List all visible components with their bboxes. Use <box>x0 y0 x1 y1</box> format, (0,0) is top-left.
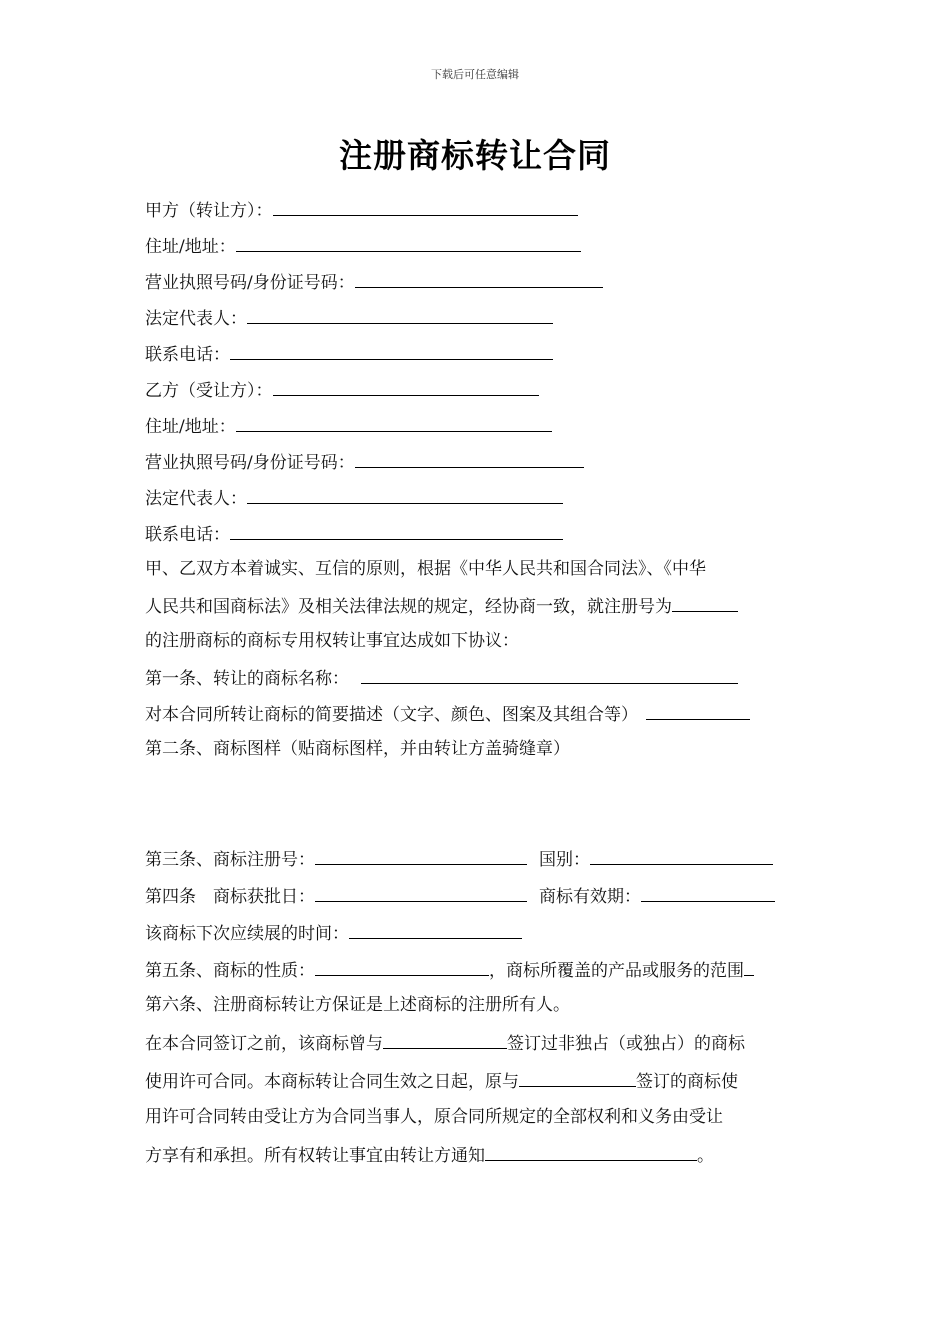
preamble-line-2-text: 人民共和国商标法》及相关法律法规的规定，经协商一致，就注册号为 <box>145 597 672 617</box>
article-1-label: 第一条、转让的商标名称： <box>145 669 349 689</box>
party-b-rep-blank[interactable] <box>247 485 563 504</box>
country-label: 国别： <box>539 850 590 870</box>
article-2-line: 第二条、商标图样（贴商标图样，并由转让方盖骑缝章） <box>145 739 570 759</box>
party-a-rep-label: 法定代表人： <box>145 309 247 329</box>
notify-party-blank[interactable] <box>485 1142 697 1161</box>
license-para-2b: 签订的商标使 <box>636 1072 738 1092</box>
party-a-phone-label: 联系电话： <box>145 345 230 365</box>
license-para-line-4 <box>145 1142 714 1168</box>
party-b-line <box>145 377 539 403</box>
renewal-blank[interactable] <box>349 920 522 939</box>
description-label: 对本合同所转让商标的简要描述（文字、颜色、图案及其组合等） <box>145 705 638 725</box>
document-title: 注册商标转让合同 <box>339 136 611 175</box>
license-para-4b: 。 <box>697 1146 714 1166</box>
renewal-label: 该商标下次应续展的时间： <box>145 924 349 944</box>
party-b-license-line <box>145 449 584 475</box>
trademark-name-blank[interactable] <box>361 665 738 684</box>
preamble-line-1: 甲、乙双方本着诚实、互信的原则，根据《中华人民共和国合同法》、《中华 <box>145 559 706 579</box>
license-para-2a: 使用许可合同。本商标转让合同生效之日起，原与 <box>145 1072 519 1092</box>
party-b-phone-blank[interactable] <box>230 521 563 540</box>
article-4-label: 第四条 商标获批日： <box>145 887 315 907</box>
country-blank[interactable] <box>590 846 773 865</box>
article-5-line <box>145 957 754 983</box>
article-4-line <box>145 883 775 909</box>
renewal-line <box>145 920 522 946</box>
license-para-line-2 <box>145 1068 738 1094</box>
license-para-line-1 <box>145 1030 745 1056</box>
party-b-rep-line <box>145 485 563 511</box>
party-b-address-line <box>145 413 552 439</box>
party-a-blank[interactable] <box>273 197 578 216</box>
party-b-address-blank[interactable] <box>236 413 552 432</box>
party-a-rep-line <box>145 305 553 331</box>
preamble-line-2 <box>145 593 738 619</box>
header-note: 下载后可任意编辑 <box>431 68 519 81</box>
party-a-address-line <box>145 233 581 259</box>
party-a-license-blank[interactable] <box>355 269 603 288</box>
party-b-license-label: 营业执照号码/身份证号码： <box>145 453 355 473</box>
license-para-4a: 方享有和承担。所有权转让事宜由转让方通知 <box>145 1146 485 1166</box>
article-3-line <box>145 846 773 872</box>
original-licensee-blank[interactable] <box>519 1068 636 1087</box>
party-a-license-line <box>145 269 603 295</box>
scope-blank[interactable] <box>744 957 754 976</box>
article-1-line <box>145 665 738 691</box>
party-a-label: 甲方（转让方）： <box>145 201 273 221</box>
preamble-line-3: 的注册商标的商标专用权转让事宜达成如下协议： <box>145 631 519 651</box>
description-blank[interactable] <box>646 701 750 720</box>
validity-label: 商标有效期： <box>539 887 641 907</box>
party-b-address-label: 住址/地址： <box>145 417 236 437</box>
license-para-1b: 签订过非独占（或独占）的商标 <box>507 1034 745 1054</box>
party-a-phone-blank[interactable] <box>230 341 553 360</box>
party-a-rep-blank[interactable] <box>247 305 553 324</box>
party-a-phone-line <box>145 341 553 367</box>
scope-label: ，商标所覆盖的产品或服务的范围 <box>489 961 744 981</box>
article-3-label: 第三条、商标注册号： <box>145 850 315 870</box>
article-5-label: 第五条、商标的性质： <box>145 961 315 981</box>
validity-blank[interactable] <box>641 883 775 902</box>
party-b-phone-label: 联系电话： <box>145 525 230 545</box>
party-b-label: 乙方（受让方）： <box>145 381 273 401</box>
registration-no-blank[interactable] <box>315 846 527 865</box>
party-b-phone-line <box>145 521 563 547</box>
nature-blank[interactable] <box>315 957 489 976</box>
approval-date-blank[interactable] <box>315 883 527 902</box>
license-para-1a: 在本合同签订之前，该商标曾与 <box>145 1034 383 1054</box>
article-6-line: 第六条、注册商标转让方保证是上述商标的注册所有人。 <box>145 995 570 1015</box>
party-a-address-label: 住址/地址： <box>145 237 236 257</box>
party-a-address-blank[interactable] <box>236 233 581 252</box>
party-b-blank[interactable] <box>273 377 539 396</box>
party-a-line <box>145 197 578 223</box>
license-para-line-3: 用许可合同转由受让方为合同当事人，原合同所规定的全部权利和义务由受让 <box>145 1107 723 1127</box>
description-line <box>145 701 750 727</box>
registration-number-blank[interactable] <box>672 593 738 612</box>
party-b-rep-label: 法定代表人： <box>145 489 247 509</box>
prior-licensee-blank[interactable] <box>383 1030 507 1049</box>
party-b-license-blank[interactable] <box>355 449 584 468</box>
party-a-license-label: 营业执照号码/身份证号码： <box>145 273 355 293</box>
